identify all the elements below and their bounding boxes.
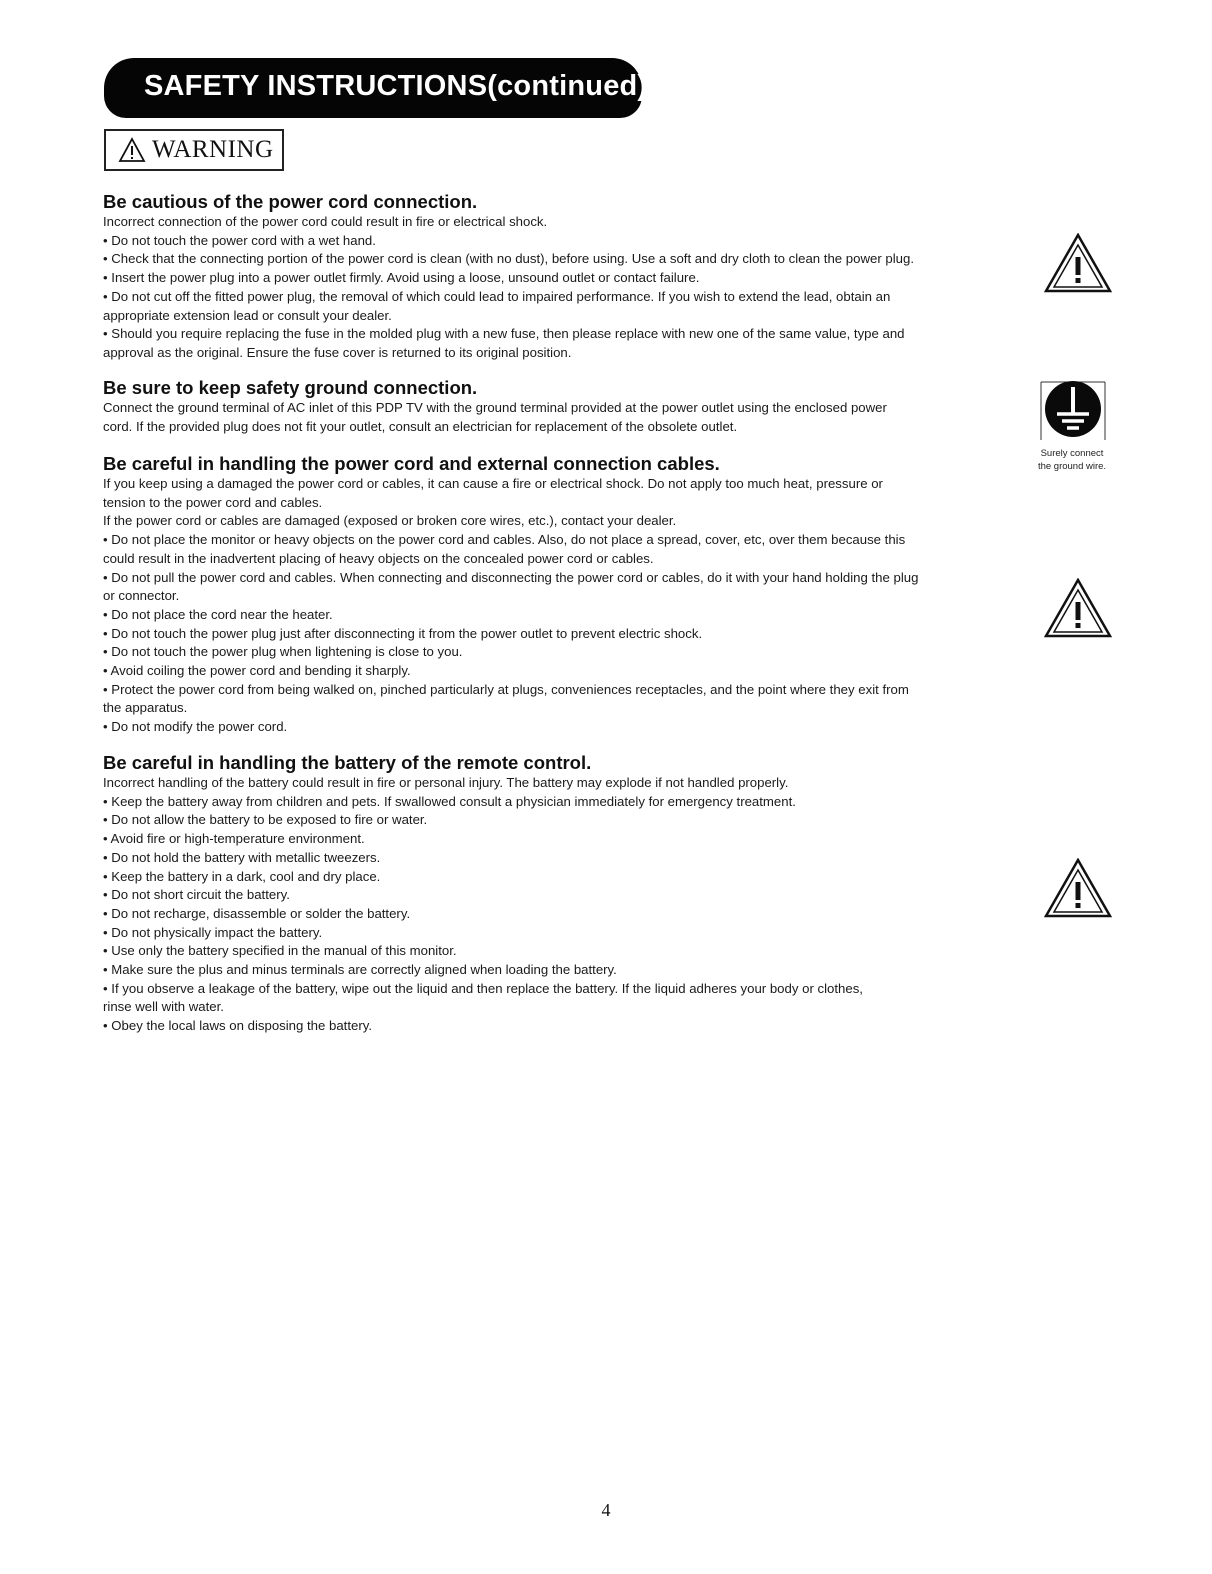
- body-line: • Do not pull the power cord and cables. When connecting and disconnecting the power cord or cables, do it with your hand holding the plug: [103, 569, 919, 585]
- section-ground-connection: [103, 377, 1028, 436]
- ground-connection-icon: [1040, 380, 1106, 442]
- body-line: cord. If the provided plug does not fit your outlet, consult an electrician for replacement of the obsolete outlet.: [103, 418, 738, 434]
- body-line: • Do not cut off the fitted power plug, the removal of which could lead to impaired performance. If you wish to extend the lead, obtain an: [103, 288, 891, 304]
- body-line: • Insert the power plug into a power outlet firmly. Avoid using a loose, unsound outlet or contact failure.: [103, 270, 700, 286]
- body-line: tension to the power cord and cables.: [103, 494, 323, 510]
- caution-triangle-icon: [1044, 233, 1112, 293]
- body-line: • Make sure the plus and minus terminals are correctly aligned when loading the battery.: [103, 962, 617, 978]
- body-line: • Do not physically impact the battery.: [103, 924, 323, 940]
- body-line: Incorrect connection of the power cord could result in fire or electrical shock.: [103, 214, 548, 229]
- warning-triangle-icon: [118, 137, 146, 163]
- ground-icon-caption: [1022, 447, 1122, 473]
- caution-triangle-icon: [1044, 858, 1112, 918]
- body-line: • Do not touch the power plug just after disconnecting it from the power outlet to prevent electric shock.: [103, 625, 703, 641]
- section-heading: Be sure to keep safety ground connection.: [103, 377, 478, 398]
- body-line: If the power cord or cables are damaged (exposed or broken core wires, etc.), contact your dealer.: [103, 513, 677, 529]
- body-line: • Do not modify the power cord.: [103, 719, 288, 735]
- section-remote-battery: [103, 752, 1028, 1036]
- body-line: • Avoid coiling the power cord and bending it sharply.: [103, 663, 411, 679]
- page-title: SAFETY INSTRUCTIONS(continued): [144, 70, 648, 102]
- body-line: • Obey the local laws on disposing the battery.: [103, 1018, 373, 1034]
- body-line: Connect the ground terminal of AC inlet of this PDP TV with the ground terminal provided at the power outlet using the enclosed power: [103, 400, 887, 415]
- section-cables-handling: [103, 453, 1028, 737]
- body-line: • Do not recharge, disassemble or solder the battery.: [103, 905, 411, 921]
- body-line: could result in the inadvertent placing of heavy objects on the concealed power cord or cables.: [103, 550, 654, 566]
- body-line: • Do not allow the battery to be exposed to fire or water.: [103, 812, 428, 828]
- body-line: • Keep the battery away from children and pets. If swallowed consult a physician immediately for emergency treatment.: [103, 793, 796, 809]
- body-line: • Do not touch the power plug when lightening is close to you.: [103, 644, 463, 660]
- warning-label: WARNING: [152, 136, 274, 163]
- section-power-cord-connection: [103, 191, 1028, 363]
- body-line: • Keep the battery in a dark, cool and dry place.: [103, 868, 381, 884]
- body-line: approval as the original. Ensure the fuse cover is returned to its original position.: [103, 344, 572, 360]
- body-line: • Do not place the monitor or heavy objects on the power cord and cables. Also, do not place a spread, cover, etc, over them because this: [103, 532, 906, 548]
- warning-label-box: [104, 129, 284, 171]
- body-line: appropriate extension lead or consult your dealer.: [103, 307, 392, 323]
- caption-line: Surely connect: [1040, 448, 1104, 459]
- body-line: • Protect the power cord from being walked on, pinched particularly at plugs, conveniences receptacles, and the point where they exit from: [103, 681, 909, 697]
- body-line: If you keep using a damaged the power cord or cables, it can cause a fire or electrical shock. Do not apply too much heat, pressure or: [103, 476, 883, 491]
- caution-triangle-icon: [1044, 578, 1112, 638]
- body-line: • If you observe a leakage of the battery, wipe out the liquid and then replace the battery. If the liquid adheres your body or clothes,: [103, 980, 863, 996]
- section-heading: Be careful in handling the power cord and external connection cables.: [103, 453, 720, 474]
- body-line: • Do not touch the power cord with a wet hand.: [103, 232, 376, 248]
- body-line: • Check that the connecting portion of the power cord is clean (with no dust), before using. Use a soft and dry cloth to clean the power plug.: [103, 251, 914, 267]
- body-line: the apparatus.: [103, 700, 188, 716]
- body-line: • Do not hold the battery with metallic tweezers.: [103, 849, 381, 865]
- body-line: • Do not place the cord near the heater.: [103, 606, 333, 622]
- body-line: • Do not short circuit the battery.: [103, 887, 290, 903]
- body-line: or connector.: [103, 588, 180, 604]
- body-line: • Should you require replacing the fuse in the molded plug with a new fuse, then please replace with new one of the same value, type and: [103, 326, 905, 342]
- body-line: • Avoid fire or high-temperature environment.: [103, 831, 365, 847]
- body-line: Incorrect handling of the battery could result in fire or personal injury. The battery may explode if not handled properly.: [103, 775, 789, 790]
- body-line: rinse well with water.: [103, 999, 224, 1015]
- caption-line: the ground wire.: [1037, 461, 1107, 472]
- section-heading: Be cautious of the power cord connection.: [103, 191, 478, 212]
- page-number: 4: [601, 1500, 611, 1520]
- body-line: • Use only the battery specified in the manual of this monitor.: [103, 943, 457, 959]
- section-heading: Be careful in handling the battery of the remote control.: [103, 752, 592, 773]
